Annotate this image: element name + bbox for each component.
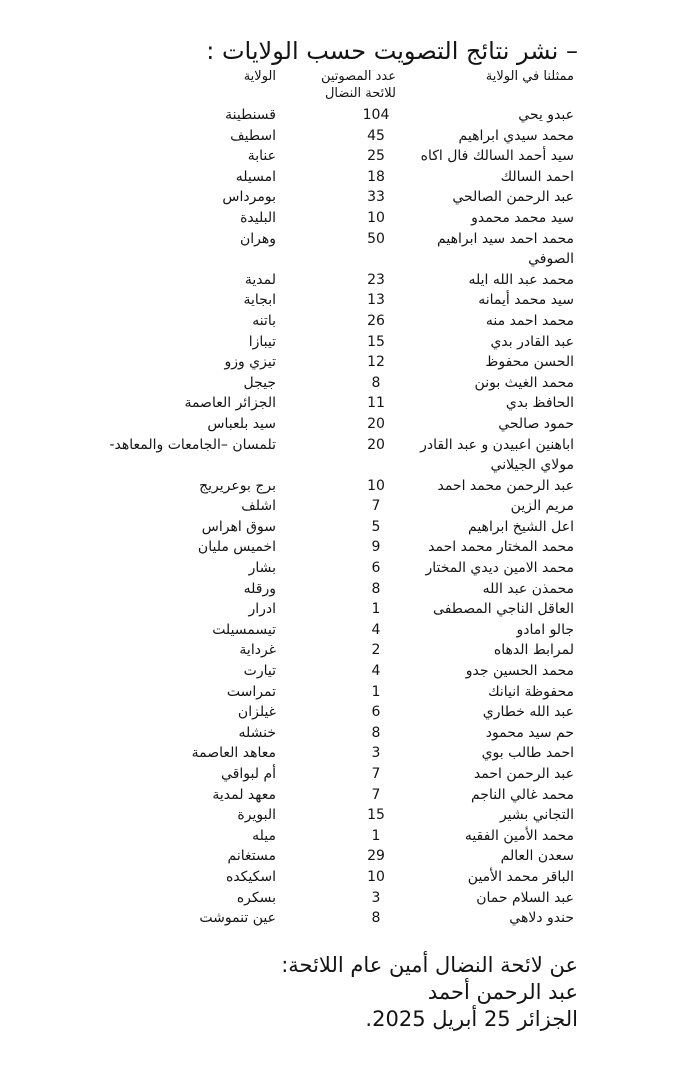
representative-cell: عبد الرحمن احمد (473, 766, 574, 782)
state-cell: ادرار (248, 601, 276, 618)
state-cell: الجزائر العاصمة (184, 395, 276, 412)
document-title: – نشر نتائج التصويت حسب الولايات : (206, 37, 578, 65)
representative-cell: سيد محمد محمدو (471, 209, 574, 226)
state-cell: اسكيكده (226, 868, 276, 885)
representative-cell: محمد الحسين جدو (465, 663, 574, 680)
votes-cell (296, 126, 396, 147)
votes-cell (296, 764, 396, 785)
representative-cell: عبدو يحي (518, 107, 574, 123)
votes-value: 2 (371, 642, 381, 659)
votes-cell (296, 476, 396, 497)
representative-cell: التجاني بشير (499, 807, 574, 824)
votes-value: 11 (367, 395, 385, 412)
state-cell: جيجل (243, 374, 276, 391)
votes-cell (296, 620, 396, 641)
state-cell: اسطيف (230, 127, 276, 144)
votes-value: 10 (367, 209, 385, 226)
votes-cell (296, 146, 396, 167)
votes-cell (296, 270, 396, 291)
votes-cell (296, 311, 396, 332)
votes-cell (296, 743, 396, 764)
table-row (96, 620, 574, 641)
table-row (96, 414, 574, 435)
votes-cell (296, 393, 396, 414)
table-row (96, 270, 574, 291)
votes-value: 45 (367, 127, 385, 144)
representative-cell: اباهنين اعبيدن و عبد القادر مولاي الجيلاني (420, 436, 574, 474)
table-row (96, 393, 574, 414)
table-row (96, 537, 574, 558)
votes-value: 18 (367, 168, 385, 185)
state-cell: وهران (239, 230, 276, 247)
votes-cell (296, 908, 396, 929)
signature-line-name: عبد الرحمن أحمد (427, 980, 578, 1004)
table-row (96, 496, 574, 517)
voting-results-table (96, 68, 574, 929)
representative-cell: الباقر محمد الأمين (467, 868, 574, 885)
representative-cell: محمد احمد منه (485, 312, 574, 329)
votes-cell (296, 517, 396, 538)
table-row (96, 167, 574, 188)
table-row (96, 311, 574, 332)
representative-cell: مريم الزين (510, 498, 574, 515)
state-cell: عنابة (247, 148, 276, 165)
table-row (96, 126, 574, 147)
votes-value: 23 (367, 271, 385, 288)
votes-cell (296, 682, 396, 703)
votes-cell (296, 229, 396, 270)
state-cell: تلمسان –الجامعات والمعاهد- (109, 436, 276, 453)
representative-cell: عبد الله خطاري (482, 704, 574, 721)
table-row (96, 785, 574, 806)
state-cell: بسكره (236, 889, 276, 906)
signature-line-date: الجزائر 25 أبريل 2025. (365, 1007, 578, 1031)
votes-cell (296, 805, 396, 826)
state-cell: تيارت (243, 663, 276, 680)
state-cell: ورقله (243, 580, 276, 597)
state-cell: سيد بلعباس (207, 415, 276, 432)
votes-value: 15 (367, 807, 385, 824)
representative-cell: جالو امادو (516, 621, 574, 638)
votes-value: 1 (371, 827, 381, 844)
state-cell: باتنه (252, 312, 276, 329)
votes-value: 8 (371, 910, 381, 927)
votes-cell (296, 208, 396, 229)
header-representative: ممثلنا في الولاية (485, 69, 574, 84)
votes-cell (296, 785, 396, 806)
votes-value: 25 (367, 148, 385, 165)
header-state: الولاية (243, 69, 276, 84)
table-row (96, 352, 574, 373)
state-cell: غرداية (239, 642, 276, 659)
representative-cell: العاقل الناجي المصطفى (433, 601, 574, 618)
state-cell: ابجاية (243, 292, 276, 309)
state-cell: عين تنموشت (199, 910, 276, 927)
state-cell: اشلف (241, 498, 276, 515)
table-row (96, 290, 574, 311)
table-row (96, 888, 574, 909)
votes-cell (296, 661, 396, 682)
table-row (96, 558, 574, 579)
representative-cell: محمد سيدي ابراهيم (458, 127, 574, 144)
votes-cell (296, 187, 396, 208)
table-row (96, 579, 574, 600)
votes-value: 12 (367, 354, 385, 371)
table-row (96, 476, 574, 497)
state-cell: غيلزان (237, 704, 276, 721)
votes-cell (296, 414, 396, 435)
votes-value: 5 (371, 518, 381, 535)
state-cell: تيبازا (248, 333, 276, 350)
votes-value: 6 (371, 704, 381, 721)
representative-cell: عبد السلام حمان (476, 889, 574, 906)
table-header-row (96, 68, 574, 105)
representative-cell: اعل الشيخ ابراهيم (468, 518, 574, 535)
state-cell: خنشله (238, 724, 276, 741)
votes-cell (296, 599, 396, 620)
representative-cell: احمد السالك (500, 168, 574, 185)
representative-cell: محمد الغيث بونن (474, 374, 574, 391)
votes-value: 8 (371, 374, 381, 391)
representative-cell: الحسن محفوظ (485, 354, 574, 371)
votes-value: 4 (371, 621, 381, 638)
votes-value: 1 (371, 601, 381, 618)
votes-cell (296, 888, 396, 909)
table-row (96, 599, 574, 620)
state-cell: بشار (248, 560, 276, 577)
votes-value: 8 (371, 724, 381, 741)
votes-cell (296, 435, 396, 476)
votes-cell (296, 373, 396, 394)
representative-cell: حمود صالحي (498, 415, 574, 432)
table-row (96, 229, 574, 270)
votes-cell (296, 723, 396, 744)
representative-cell: الحافظ بدي (505, 395, 574, 412)
votes-value: 7 (371, 498, 381, 515)
votes-value: 9 (371, 539, 381, 556)
representative-cell: محمد المختار محمد احمد (428, 539, 574, 556)
state-cell: سوق اهراس (201, 518, 276, 535)
votes-value: 10 (367, 868, 385, 885)
votes-cell (296, 332, 396, 353)
votes-value: 33 (367, 189, 385, 206)
state-cell: قسنطينة (225, 107, 276, 123)
votes-value: 104 (362, 107, 390, 123)
representative-cell: محمد غالي الناجم (470, 786, 574, 803)
table-row (96, 517, 574, 538)
table-row (96, 208, 574, 229)
table-row (96, 146, 574, 167)
votes-cell (296, 640, 396, 661)
representative-cell: عبد الرحمن محمد احمد (437, 477, 574, 494)
votes-cell (296, 352, 396, 373)
table-row (96, 723, 574, 744)
votes-value: 15 (367, 333, 385, 350)
table-body (96, 105, 574, 929)
votes-value: 26 (367, 312, 385, 329)
representative-cell: حم سيد محمود (485, 724, 574, 741)
state-cell: مستغانم (227, 848, 276, 865)
representative-cell: سيد محمد أيمانه (478, 292, 574, 309)
votes-cell (296, 290, 396, 311)
representative-cell: محمد عبد الله ايله (468, 271, 574, 288)
state-cell: بومرداس (222, 189, 276, 206)
votes-cell (296, 537, 396, 558)
votes-cell (296, 702, 396, 723)
votes-value: 4 (371, 663, 381, 680)
votes-value: 3 (371, 745, 381, 762)
votes-cell (296, 558, 396, 579)
table-row (96, 867, 574, 888)
state-cell: برج بوعريريج (199, 477, 276, 494)
representative-cell: احمد طالب بوي (481, 745, 574, 762)
table-row (96, 743, 574, 764)
representative-cell: حندو دلاهي (509, 910, 574, 927)
votes-cell (296, 105, 396, 126)
state-cell: معاهد العاصمة (191, 745, 276, 762)
header-votes: عدد المصوتين للائحة النضال (320, 69, 396, 101)
state-cell: تيزي وزو (224, 354, 276, 371)
votes-value: 29 (367, 848, 385, 865)
votes-cell (296, 579, 396, 600)
table-row (96, 373, 574, 394)
table-row (96, 846, 574, 867)
signature-line-org: عن لائحة النضال أمين عام اللائحة: (281, 953, 578, 977)
votes-cell (296, 826, 396, 847)
votes-value: 7 (371, 766, 381, 782)
table-row (96, 435, 574, 476)
state-cell: لمدية (244, 271, 276, 288)
representative-cell: سيد أحمد السالك فال اكاه (420, 148, 574, 165)
votes-cell (296, 867, 396, 888)
state-cell: امسيله (235, 168, 276, 185)
state-cell: البويرة (237, 807, 276, 824)
votes-value: 20 (367, 436, 385, 453)
votes-value: 6 (371, 560, 381, 577)
votes-value: 20 (367, 415, 385, 432)
representative-cell: محمد احمد سيد ابراهيم الصوفي (437, 230, 574, 268)
votes-value: 1 (371, 683, 381, 700)
state-cell: معهد لمدية (212, 786, 276, 803)
representative-cell: عبد الرحمن الصالحي (452, 189, 574, 206)
state-cell: اخميس مليان (197, 539, 276, 556)
representative-cell: لمرابط الدهاه (493, 642, 574, 659)
signature-block (58, 952, 578, 1033)
representative-cell: محمذن عبد الله (482, 580, 574, 597)
votes-value: 10 (367, 477, 385, 494)
state-cell: تمراست (226, 683, 276, 700)
votes-value: 50 (367, 230, 385, 247)
votes-value: 3 (371, 889, 381, 906)
representative-cell: محمد الامين ديدي المختار (425, 560, 574, 577)
votes-value: 7 (371, 786, 381, 803)
table-row (96, 661, 574, 682)
votes-cell (296, 496, 396, 517)
table-row (96, 908, 574, 929)
state-cell: البليدة (240, 209, 276, 226)
votes-value: 13 (367, 292, 385, 309)
table-row (96, 682, 574, 703)
representative-cell: محفوظة انيانك (488, 683, 574, 700)
state-cell: تيسمسيلت (212, 621, 276, 638)
table-row (96, 702, 574, 723)
table-row (96, 187, 574, 208)
state-cell: ميله (252, 827, 276, 844)
votes-cell (296, 846, 396, 867)
table-row (96, 332, 574, 353)
table-row (96, 105, 574, 126)
votes-cell (296, 167, 396, 188)
representative-cell: محمد الأمين الفقيه (464, 827, 574, 844)
table-row (96, 826, 574, 847)
table-row (96, 764, 574, 785)
table-row (96, 640, 574, 661)
representative-cell: سعدن العالم (500, 848, 574, 865)
state-cell: أم لبواقي (221, 766, 276, 782)
representative-cell: عبد القادر بدي (490, 333, 574, 350)
table-row (96, 805, 574, 826)
votes-value: 8 (371, 580, 381, 597)
